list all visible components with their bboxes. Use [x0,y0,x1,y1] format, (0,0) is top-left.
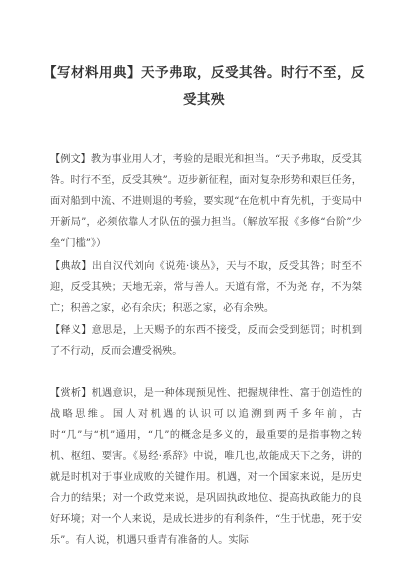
document-title: 【写材料用典】天予弗取，反受其咎。时行不至，反受其殃 [43,65,365,108]
analysis-text: 机遇意识，是一种体现预见性、把握规律性、富于创造性的战略思维。国人对机遇的认识可以追溯到两千多年前，古时“几”与“机”通用，“几”的概念是多义的，最重要的是指事物之转机、枢纽、要害。《易经·系辞》中说，唯几也,故能成天下之务，讲的就是时机对于事业成败的关键作用。机遇，对一个国家来说，是历史合力的结果；对一个政党来说，是巩固执政地位、提高执政能力的良好环境；对一个人来说，是成长进步的有利条件，“生于忧患，死于安乐”。有人说，机遇只垂青有准备的人。实际 [50,388,363,546]
example-paragraph [50,149,362,254]
meaning-paragraph [50,320,362,362]
meaning-text: 意思是，上天赐予的东西不接受，反而会受到惩罚；时机到了不行动，反而会遭受祸殃。 [50,325,363,357]
analysis-label: 【赏析】 [50,388,92,399]
meaning-label: 【释义】 [50,325,92,336]
source-text: 出自汉代刘向《说苑·谈丛》，天与不取，反受其咎；时至不迎，反受其殃；天地无亲，常与善人。天道有常，不为尧 存，不为桀亡；积善之家，必有余庆；积恶之家，必有余殃。 [50,261,363,314]
analysis-paragraph [50,383,362,551]
source-paragraph [50,256,362,319]
example-text: 教为事业用人才，考验的是眼光和担当。“天予弗取，反受其咎。时行不至，反受其殃”。迈步新征程，面对复杂形势和艰巨任务，面对船到中流、不进则退的考验，要实现“在危机中育先机，于变局中开新局”，必须依靠人才队伍的强力担当。（解放军报《多修“台阶”少垒“门槛”》） [50,154,362,249]
example-label: 【例文】 [50,154,91,165]
source-label: 【典故】 [50,261,92,272]
